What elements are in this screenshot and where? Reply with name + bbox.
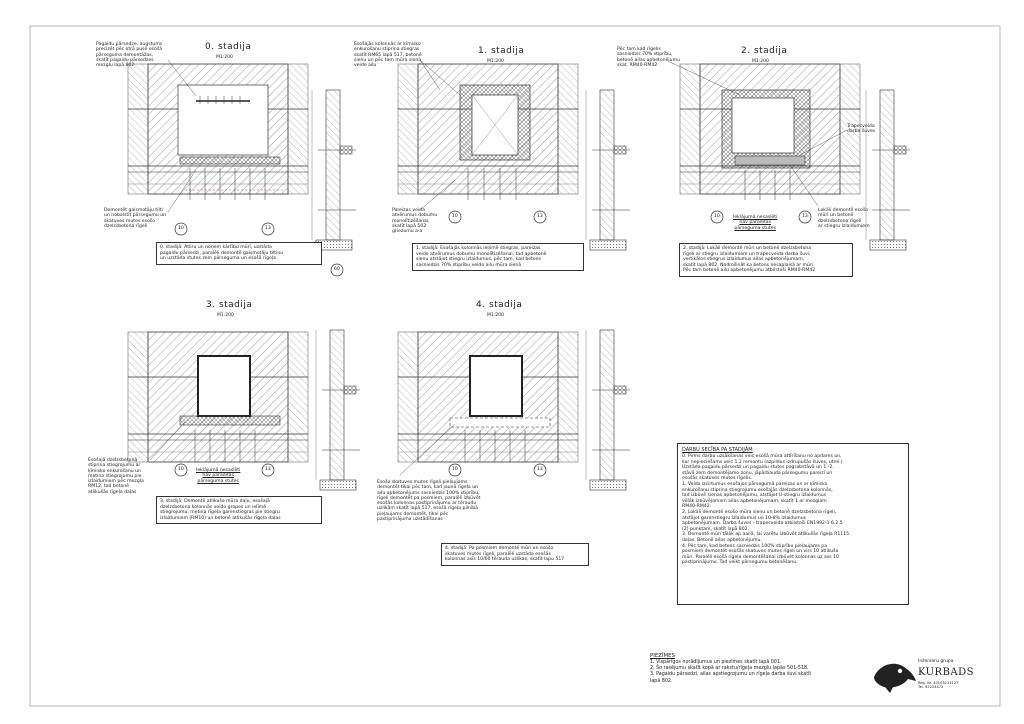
- stage-note: 0. stadijā: Atliru un noņem kārtību mūrī, uzstāda pagaidu pārsedzi, paralēli demontē gaismotāju tiltiņu un uzstāda stutes zem pārseguma un esošā rīgeļa: [156, 242, 322, 265]
- axis-label: 60: [334, 267, 340, 272]
- sequence-title: DARBU SECĪBA PA STADIJĀM: [682, 447, 753, 453]
- annotation: Pareizas veida atvērumus dobumu monolītizēšanai, skatīt lapā 502 griezumu a-a: [392, 208, 438, 235]
- stage-note: 3. stadijā: Demontē atlikušo mūra daļu, esošajā dzelzsbetona kolonnās veido gropes un ielīmē stiegrojumu, metina rīgeļa garenstiegras pie stiegru izlaidumiem (RM10) un betonē atlikušās rīgeļa daļas: [156, 496, 322, 524]
- work-sequence-box: [677, 443, 909, 605]
- annotation: Esošajā dzelzsbetonā stiprina stiegrojumu ar ķīmisko enkurošanu un metina stiegrojumu pie izlaidumiem pēc mezgla RM12, tad betonē atlikušās rīgeļa daļas: [88, 458, 144, 495]
- stage-scale: M1:200: [487, 313, 504, 318]
- axis-label: 13: [802, 214, 808, 219]
- note-item: 2. Šo rasējumu skatīt kopā ar rakstu/rīgeļa mezglu lapās 501-518.: [650, 666, 809, 672]
- stage-title: 4. stadija: [476, 300, 523, 310]
- stage3-section: [316, 330, 360, 490]
- annotation: Lokāli demontē esošo mūri un betonē dzelzsbetona rīgeli ar stiegru izlaidumiem: [818, 208, 870, 229]
- sequence-item: 4. Pēc tam, kad betons sasniedzis 100% stiprību pieļaujams pa posmiem demontēt esošās skatuves mutes rīgeli un virs 10 atlikušo mūri. Paralēli esošā rīgeļa demontēšanai izbūvēt kolonnas uz ass 10 pastiprinājumu. Tad veikt pārsegumu betonēšanu.: [682, 543, 839, 566]
- annotation: Esošo skatuves mutes rīgeli pieļaujams demontēt tikai pēc tam, kad jaunā rīgeļa un ailu apbetonējums sasniedzis 100% stiprību, rīgeli demontēt pa posmiem, paralēli izbūvēt esošās kolonnas pastiprinājumu ar tēraudu uzlikām skatīt lapā 517, esošā rīgeļa pilnībā pieļaujams demontēt, tikai pēc pastiprinājuma uzstādīšanas: [377, 480, 481, 522]
- axis-label: 10: [178, 467, 184, 472]
- stage-note: 4. stadijā: Pa posmiem demontē mūri un esošo skatuves mutes rīgeli, paralēli uzstāda esošās kolonnas asīs 10/60 tērauda uzlikas, skatīt lapu 517: [441, 543, 589, 566]
- annotation: Ieklājumā nesaslēti nav parādītas pārseguma stutes: [196, 468, 241, 484]
- stage-title: 3. stadija: [206, 300, 253, 310]
- stage-scale: M1:200: [487, 59, 504, 64]
- sequence-item: 0. Pirms darbu uzsākšanas veic esošā mūra attīrīšanu no apdares un, kur nepieciešams veic 1.2 remontu (azpildus izdrupušās šuves, utml.) Uzstāda pagaidu pārsedzi un pagaidu stutes pagrabstāvā un 1.-2. stāvā zem demontējamo zonu, jāpārbauda pārsegumu pareizi un esošās skatuves mutes rīgelis.: [682, 454, 843, 482]
- annotation: Pagaidu pārsedze, augstums precizēt pēc otrā pusē esošā pārseguma demontāžas, skatīt pagaidu pārsedzes mezglu lapā 802: [96, 42, 163, 69]
- stage-title: 2. stadija: [741, 46, 788, 56]
- logo-name: KURBADS: [918, 667, 975, 678]
- stage0-elevation: [128, 64, 308, 200]
- stage-note: 1. stadijā: Esošajās kolonnās ieliimē stiegras, pareizas veido atvērumus dobumu monolītizēšanai, tad apbetonē sienu atstājot stiegru izlaidumus, pēc tam, kad betons sasniedzis 70% stiprību veido ailu mūra sienā: [412, 243, 584, 271]
- stage1-elevation: [398, 64, 578, 200]
- stage-scale: M1:200: [752, 59, 769, 64]
- stage3-elevation: [128, 332, 308, 462]
- axis-label: 13: [265, 467, 271, 472]
- note-item: 3. Pagaidu pārsedzi, ailas apstiegrojumu un rīgeļa darba šuvi skatīt lapā 802.: [650, 672, 812, 684]
- annotation: Ieklājumā nesaslēti nav parādītas pārseguma stutes: [733, 215, 778, 231]
- axis-label: 13: [537, 214, 543, 219]
- notes-title: PIEZĪMES: [650, 653, 676, 659]
- stage-note: 2. stadijā: Lokāli demontē mūri un betonē dzelzsbetona rīgeli ar stiegru izlaidumiem un trapecveida darba šuvi, vertikālos stiegrus izlaidumus ailas apbetonējumam, skatīt lapā 802. Nodrošināt ka betons nesaplaisā ar mūri. Pēc tam betonē ailu apbetonējumu atbilstoši RM40-RM42: [679, 243, 853, 277]
- sequence-item: 1. Veido izcirtumus esošajos pārsegumā pareizas un ar ķīmisko enkurošanu stiprina stiegrojumu esošajās dzelzsbetona kolonnās, tad izbūvē sienas apbetonējumu, atstājot U-stiegru izlaidumus vēlāk izbūvējamam ailas apbetonējumam, skatīt 1 ar mezglam RM40-RM42.: [682, 482, 833, 510]
- notes-block: [650, 653, 850, 685]
- stage-scale: M1:200: [216, 55, 233, 60]
- stage0-section: [312, 90, 356, 250]
- stage2-section: [866, 90, 910, 250]
- axis-label: 13: [537, 467, 543, 472]
- axis-label: 10: [714, 214, 720, 219]
- sequence-item: 2. Lokāli demontē esošo mūra sienu un betonē dzelzsbetona rīgeli, atstājot garenstiegru izlaidumus un 10-8% izlaidumus apbetonējumam. Darba šuves - trapecveida atbilstoši EN1992-1 6.2.5 (2) punktam, skatīt lapā 802.: [682, 510, 843, 532]
- logo-mark-icon: [870, 659, 918, 695]
- logo-sub-text: Reģ. Nr. 40103213127 Tel. 67224472: [918, 681, 959, 690]
- annotation: Trapecveida darba šuves: [847, 124, 876, 135]
- stage1-section: [586, 90, 630, 250]
- axis-label: 10: [452, 214, 458, 219]
- company-logo: [870, 655, 975, 700]
- stage-title: 0. stadija: [205, 42, 252, 52]
- stage4-elevation: [398, 332, 578, 462]
- note-item: 1. Vispārīgos norādījumus un piezīmes skatīt lapā 001.: [650, 660, 782, 666]
- stage2-elevation: [680, 64, 860, 200]
- logo-small-text: Inženieru grupa: [918, 659, 954, 664]
- stage4-section: [586, 330, 630, 490]
- axis-label: 10: [178, 226, 184, 231]
- annotation: Demontēt gaismotāju tilti un nobalstīt pārsegumu un skatuves mutes esošo dzelzsbetona rīgeli: [104, 208, 167, 229]
- stage-title: 1. stadija: [478, 46, 525, 56]
- sequence-item: 3. Demontē mūri tālāk ap aailā, lai varētu izbūvēt atlikušās rīgeļa R1115 daļas. Betonē ailas apbetonējumu.: [682, 532, 850, 543]
- axis-label: 10: [452, 467, 458, 472]
- annotation: Pēc tam kad rīgelis sasniedzis 70% stiprību, betonē ailas apbetonējumu skat. RM40-RM42: [617, 47, 680, 68]
- axis-label: 13: [265, 226, 271, 231]
- annotation: Esošajās kolonnās ar ķīmisko enkurošanu stiprina stiegras skatīt RM65 lapā 517, betonē sienu un pēc tam mūra sienā veido ailu: [354, 42, 422, 69]
- stage-scale: M1:200: [217, 313, 234, 318]
